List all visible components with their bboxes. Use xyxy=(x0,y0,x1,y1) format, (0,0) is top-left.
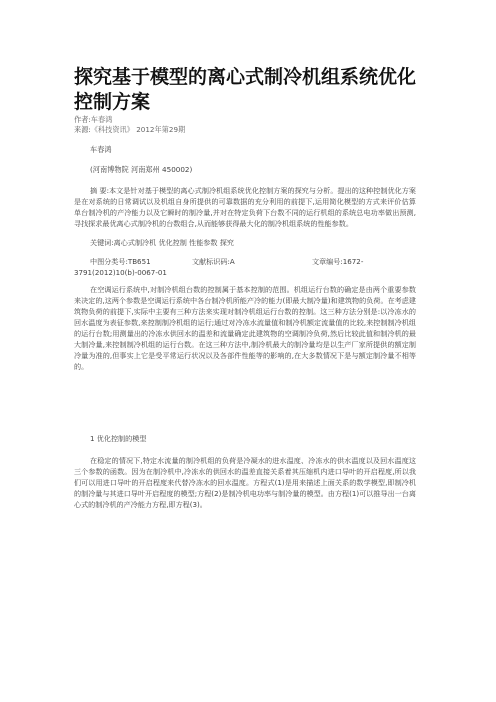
section-heading: 1 优化控制的模型 xyxy=(90,434,147,443)
clc-number: 中图分类号:TB651 xyxy=(90,257,151,266)
document-code: 文献标识码:A xyxy=(192,257,235,266)
byline-affiliation: (河南博物院 河南郑州 450002) xyxy=(90,165,193,174)
article-number: 文章编号:1672- xyxy=(312,257,364,266)
body-paragraph-1: 在空调运行系统中,对制冷机组台数的控制属于基本控制的范围。机组运行台数的确定是由两个重要参数来决定的,这两个参数是空调运行系统中各台制冷机所能产冷的能力(即最大制冷量)和建筑物的负荷。在考虑建筑物负荷的前提下,实际中主要有三种方法来实现对制冷机组运行台数的控制。这三种方法分别是:以冷冻水的回水温度为表征参数,来控制制冷机组的运行;通过对冷冻水流量值和制冷机额定流量值的比较,来控制制冷机组的运行台数;用测量出的冷冻水供回水的温差和流量确定此建筑物的空调制冷负荷,然后比较此值和制冷机的最大制冷量,来控制制冷机组的运行台数。在这三种方法中,制冷机最大的制冷量均是以生产厂家所提供的额定制冷量为准的,但事实上它是受平常运行状况以及各部件性能等的影响的,在大多数情况下是与额定制冷量不相等的。 xyxy=(74,285,416,371)
byline-author: 车春鸿 xyxy=(90,145,112,154)
abstract-paragraph: 摘 要:本文是针对基于模型的离心式制冷机组系统优化控制方案的探究与分析。提出的这种控制优化方案是在对系统的日常调试以及机组自身所提供的可靠数据的充分利用的前提下,运用简化模型的方式来评价估算单台制冷机的产冷能力以及它瞬时的制冷量,并对在特定负荷下台数不同的运行机组的系统总电功率做出预测,寻找探求最优离心式制冷机的台数组合,从而能够获得最大化的制冷机组系统的性能参数。 xyxy=(74,186,416,228)
article-title: 探究基于模型的离心式制冷机组系统优化控制方案 xyxy=(74,66,417,113)
author-name: 车春鸿 xyxy=(90,115,113,124)
meta-author-line xyxy=(74,115,112,125)
keywords-line: 关键词:离心式制冷机 优化控制 性能参数 探究 xyxy=(90,238,234,247)
source-label: 来源: xyxy=(74,125,91,134)
source-text: 《科技资讯》 2012年第29期 xyxy=(90,125,186,134)
meta-source-line xyxy=(74,125,185,135)
article-number-continued: 3791(2012)10(b)-0067-01 xyxy=(74,268,167,277)
author-label: 作者: xyxy=(74,115,91,124)
body-paragraph-2: 在稳定的情况下,特定水流量的制冷机组的负荷是冷凝水的进水温度、冷冻水的供水温度以及回水温度这三个参数的函数。因为在制冷机中,冷冻水的供回水的温差直接关系着其压缩机内进口导叶的开启程度,所以我们可以用进口导叶的开启程度来代替冷冻水的回水温度。方程式(1)是用来描述上面关系的数学模型,即制冷机的制冷量与其进口导叶开启程度的模型;方程(2)是制冷机电功率与制冷量的模型。由方程(1)可以推导出一台离心式的制冷机的产冷能力方程,即方程(3)。 xyxy=(74,456,416,509)
